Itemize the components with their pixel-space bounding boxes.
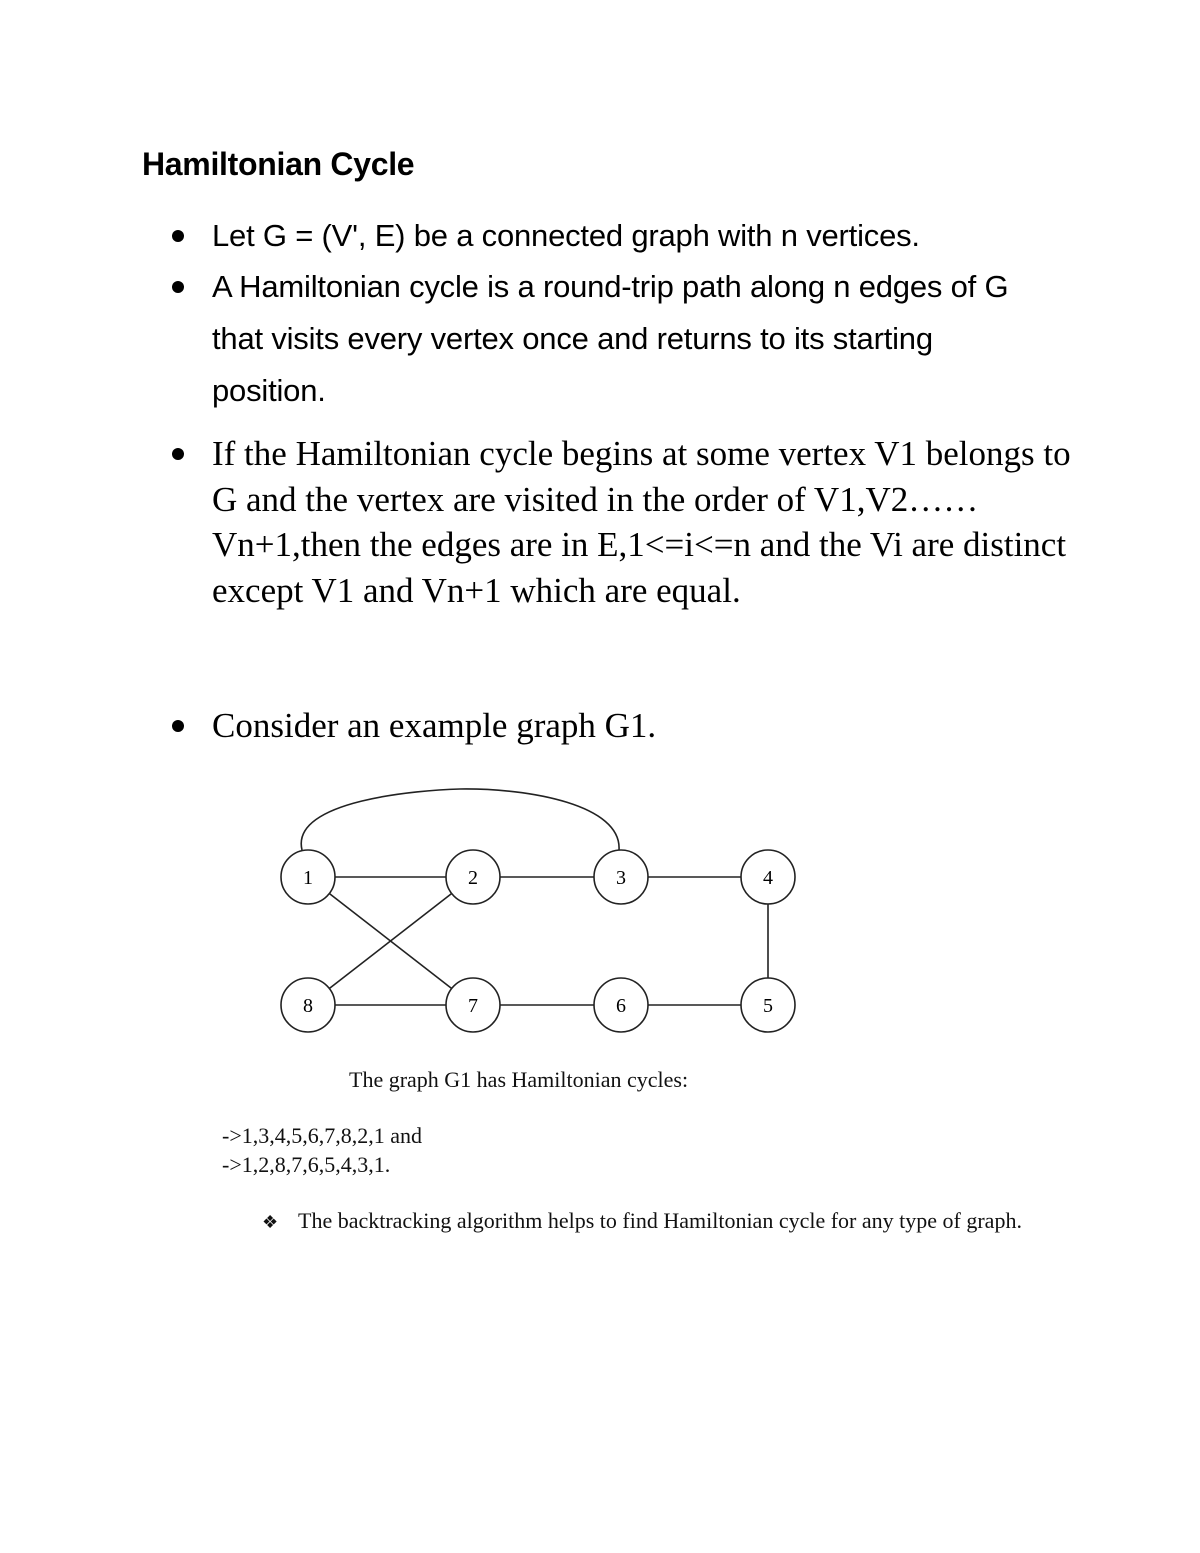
graph-node-4 (741, 850, 795, 904)
graph-node-6 (594, 978, 648, 1032)
bullet-text: If the Hamiltonian cycle begins at some vertex V1 belongs to G and the vertex are visited in the order of V1,V2……Vn+1,then the edges are in E,1<=i<=n and the Vi are distinct except V1 and Vn+1 which are equal. (212, 434, 1071, 610)
cycle-line: ->1,3,4,5,6,7,8,2,1 and (222, 1123, 422, 1148)
page-title: Hamiltonian Cycle (142, 146, 415, 182)
graph-edge-1-3 (301, 789, 619, 850)
graph-node-label: 7 (468, 995, 478, 1017)
note-text: The backtracking algorithm helps to find Hamiltonian cycle for any type of graph. (298, 1208, 1022, 1233)
graph-node-5 (741, 978, 795, 1032)
cycle-line: ->1,2,8,7,6,5,4,3,1. (222, 1152, 391, 1177)
note (262, 1208, 1022, 1234)
graph-node-8 (281, 978, 335, 1032)
diamond-bullet-icon: ❖ (262, 1212, 279, 1232)
bullet-text: Consider an example graph G1. (212, 706, 657, 745)
graph-node-3 (594, 850, 648, 904)
graph-caption: The graph G1 has Hamiltonian cycles: (349, 1067, 689, 1092)
graph-node-label: 8 (303, 995, 313, 1017)
graph-node-label: 4 (763, 867, 773, 889)
graph-node-1 (281, 850, 335, 904)
graph-node-label: 6 (616, 995, 626, 1017)
graph-node-2 (446, 850, 500, 904)
bullet-text: A Hamiltonian cycle is a round-trip path along n edges of G that visits every vertex once and returns to its starting position. (212, 269, 1009, 408)
bullet-text: Let G = (V', E) be a connected graph with n vertices. (212, 218, 920, 253)
graph-node-label: 2 (468, 867, 478, 889)
graph-node-label: 1 (303, 867, 313, 889)
graph-node-7 (446, 978, 500, 1032)
graph-edges (301, 789, 768, 1005)
graph-node-label: 5 (763, 995, 773, 1017)
graph-node-label: 3 (616, 867, 626, 889)
